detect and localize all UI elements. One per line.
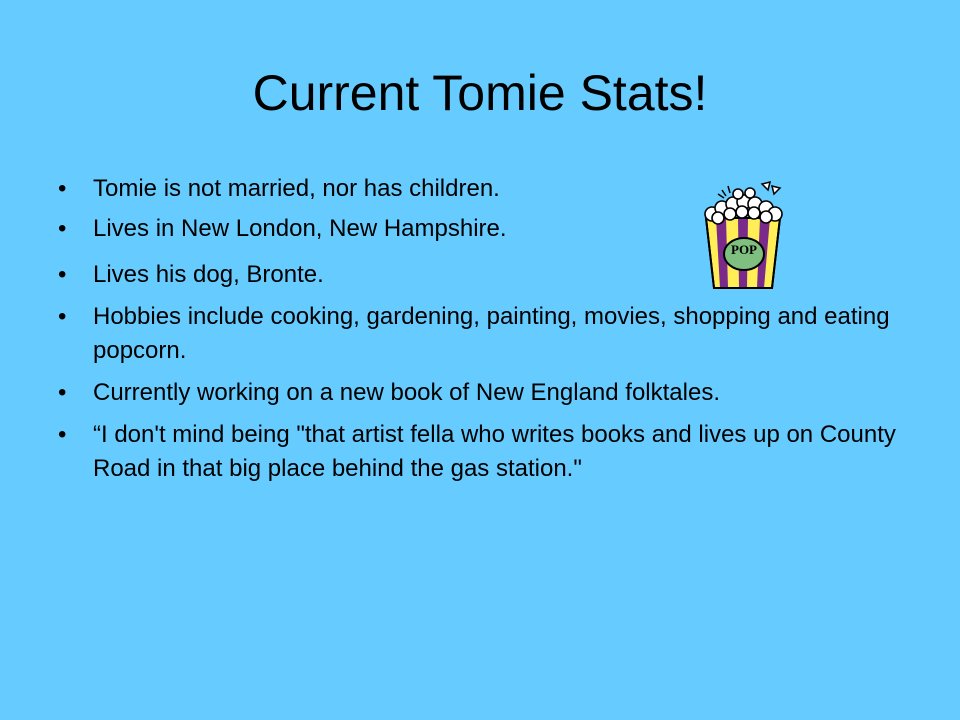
bullet-text: Hobbies include cooking, gardening, painting, movies, shopping and eating popcorn. xyxy=(93,303,890,364)
bullet-text: Lives his dog, Bronte. xyxy=(93,261,324,288)
bullet-item xyxy=(58,418,908,486)
bullet-dot: • xyxy=(58,421,67,448)
popcorn-puffs xyxy=(705,188,782,224)
bullet-dot: • xyxy=(58,379,67,406)
bullet-dot: • xyxy=(58,261,67,288)
bullet-dot: • xyxy=(58,175,67,202)
bullet-text: Currently working on a new book of New England folktales. xyxy=(93,379,720,406)
bullet-dot: • xyxy=(58,215,67,242)
pop-label xyxy=(724,238,764,270)
bullet-text: Tomie is not married, nor has children. xyxy=(93,175,500,202)
popcorn-bucket-icon xyxy=(696,178,790,290)
bullet-text: Lives in New London, New Hampshire. xyxy=(93,215,507,242)
pop-label-text: POP xyxy=(731,242,757,257)
bullet-item xyxy=(58,300,908,368)
bullet-item xyxy=(58,376,908,410)
slide-title: Current Tomie Stats! xyxy=(252,65,708,121)
bullet-text: “I don't mind being "that artist fella who writes books and lives up on County Road in that big place behind the gas station." xyxy=(93,421,896,482)
bullet-dot: • xyxy=(58,303,67,330)
